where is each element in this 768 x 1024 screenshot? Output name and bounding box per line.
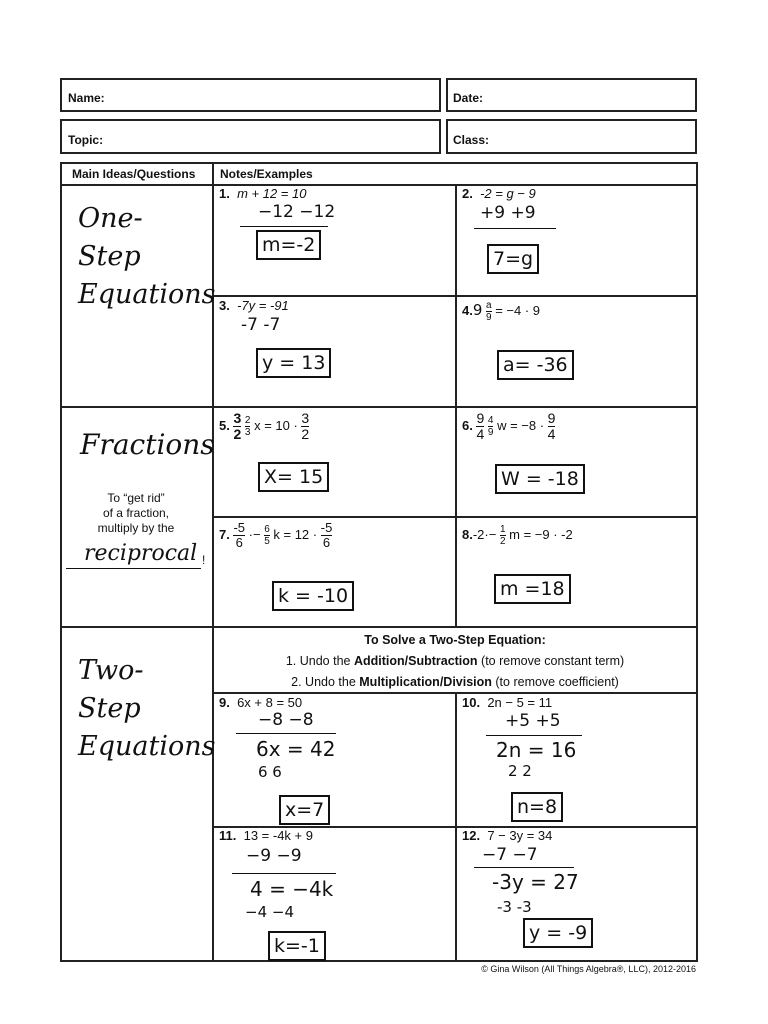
grid-divider <box>212 516 698 518</box>
problem-7: 7. $\frac{-5}{6}$ ·− $\frac{6}{5}$ k = 12 · $\frac{-5}{6}$ <box>219 520 333 550</box>
reciprocal-blank <box>66 568 201 569</box>
problem-9: 9. 6x + 8 = 50 <box>219 695 303 710</box>
section-divider <box>60 626 698 628</box>
topic-label: Topic: <box>68 133 104 147</box>
problem-9-work: 6x = 42 <box>256 737 336 761</box>
problem-11-answer: k=-1 <box>268 931 326 961</box>
problem-3: 3. -7y = -91 <box>219 298 289 313</box>
problem-11-work: 4 = −4k <box>250 877 334 901</box>
class-label: Class: <box>453 133 490 147</box>
problem-9-work: 6 6 <box>258 763 282 781</box>
problem-11: 11. 13 = -4k + 9 <box>219 828 313 843</box>
problem-2-answer: 7=g <box>487 244 539 274</box>
instructions-step-2: 2. Undo the Multiplication/Division (to remove coefficient) <box>291 675 619 689</box>
problem-11-work: −9 −9 <box>246 846 302 866</box>
date-label: Date: <box>453 91 484 105</box>
section-divider <box>60 406 698 408</box>
fractions-title: Fractions <box>80 428 215 461</box>
grid-divider <box>212 295 698 297</box>
problem-2-work: +9 +9 <box>480 203 536 223</box>
problem-2: 2. -2 = g − 9 <box>462 186 536 201</box>
problem-12-work: -3y = 27 <box>492 870 579 894</box>
problem-11-work: −4 −4 <box>245 903 294 921</box>
name-field[interactable] <box>60 78 441 112</box>
work-line <box>486 735 582 736</box>
notes-header: Notes/Examples <box>220 167 313 181</box>
problem-12-answer: y = -9 <box>523 918 593 948</box>
instructions-step-1: 1. Undo the Addition/Subtraction (to remove constant term) <box>285 654 625 668</box>
main-ideas-header: Main Ideas/Questions <box>72 167 196 181</box>
name-label: Name: <box>68 91 105 105</box>
fractions-note-line: multiply by the <box>97 521 175 535</box>
problem-10-work: +5 +5 <box>505 711 561 731</box>
problem-4-answer: a= -36 <box>497 350 574 380</box>
problem-7-answer: k = -10 <box>272 581 354 611</box>
problem-1: 1. m + 12 = 10 <box>219 186 307 201</box>
problem-9-work: −8 −8 <box>258 710 314 730</box>
problem-8: 8.-2·− $\frac{1}{2}$ m = −9 · -2 <box>462 524 573 547</box>
problem-10: 10. 2n − 5 = 11 <box>462 695 553 710</box>
problem-6-answer: W = -18 <box>495 464 585 494</box>
problem-3-answer: y = 13 <box>256 348 331 378</box>
work-line <box>240 226 328 227</box>
two-step-instructions <box>214 630 696 693</box>
work-line <box>232 873 336 874</box>
date-field[interactable] <box>446 78 697 112</box>
copyright-footer: © Gina Wilson (All Things Algebra®, LLC), 2012-2016 <box>481 964 696 974</box>
problem-1-answer: m=-2 <box>256 230 321 260</box>
problem-6: 6. $\frac{9}{4}$ $\frac{4}{9}$ w = −8 · $\frac{9}{4}$ <box>462 410 556 442</box>
fraction: $\frac{a}{9}$ <box>486 300 492 323</box>
work-line <box>474 867 574 868</box>
exclamation-mark: ! <box>202 553 206 567</box>
problem-12: 12. 7 − 3y = 34 <box>462 828 553 843</box>
problem-10-work: 2 2 <box>508 762 532 780</box>
header-row-divider <box>60 184 698 186</box>
fractions-note <box>66 491 206 536</box>
problem-5-answer: X= 15 <box>258 462 329 492</box>
problem-5: 5. $\frac{3}{2}$ $\frac{2}{3}$ x = 10 · $\frac{3}{2}$ <box>219 410 310 442</box>
grid-divider <box>455 184 457 626</box>
problem-4: 4.9 $\frac{a}{9}$ = −4 · 9 <box>462 300 541 323</box>
problem-10-answer: n=8 <box>511 792 563 822</box>
problem-12-work: −7 −7 <box>482 845 538 865</box>
fractions-note-line: of a fraction, <box>102 506 170 520</box>
problem-10-work: 2n = 16 <box>496 738 577 762</box>
problem-9-answer: x=7 <box>279 795 330 825</box>
problem-3-work: -7 -7 <box>241 315 281 335</box>
problem-12-work: -3 -3 <box>497 898 532 916</box>
work-line <box>236 733 336 734</box>
topic-field[interactable] <box>60 119 441 154</box>
instructions-title: To Solve a Two-Step Equation: <box>364 633 546 647</box>
problem-1-work: −12 −12 <box>258 202 336 222</box>
two-step-title: Two-Step Equations <box>78 655 216 762</box>
problem-8-answer: m =18 <box>494 574 571 604</box>
work-line <box>474 228 556 229</box>
reciprocal-answer: reciprocal <box>84 541 198 566</box>
one-step-title: One-Step Equations <box>78 203 216 310</box>
class-field[interactable] <box>446 119 697 154</box>
fractions-note-line: To “get rid” <box>107 491 165 505</box>
